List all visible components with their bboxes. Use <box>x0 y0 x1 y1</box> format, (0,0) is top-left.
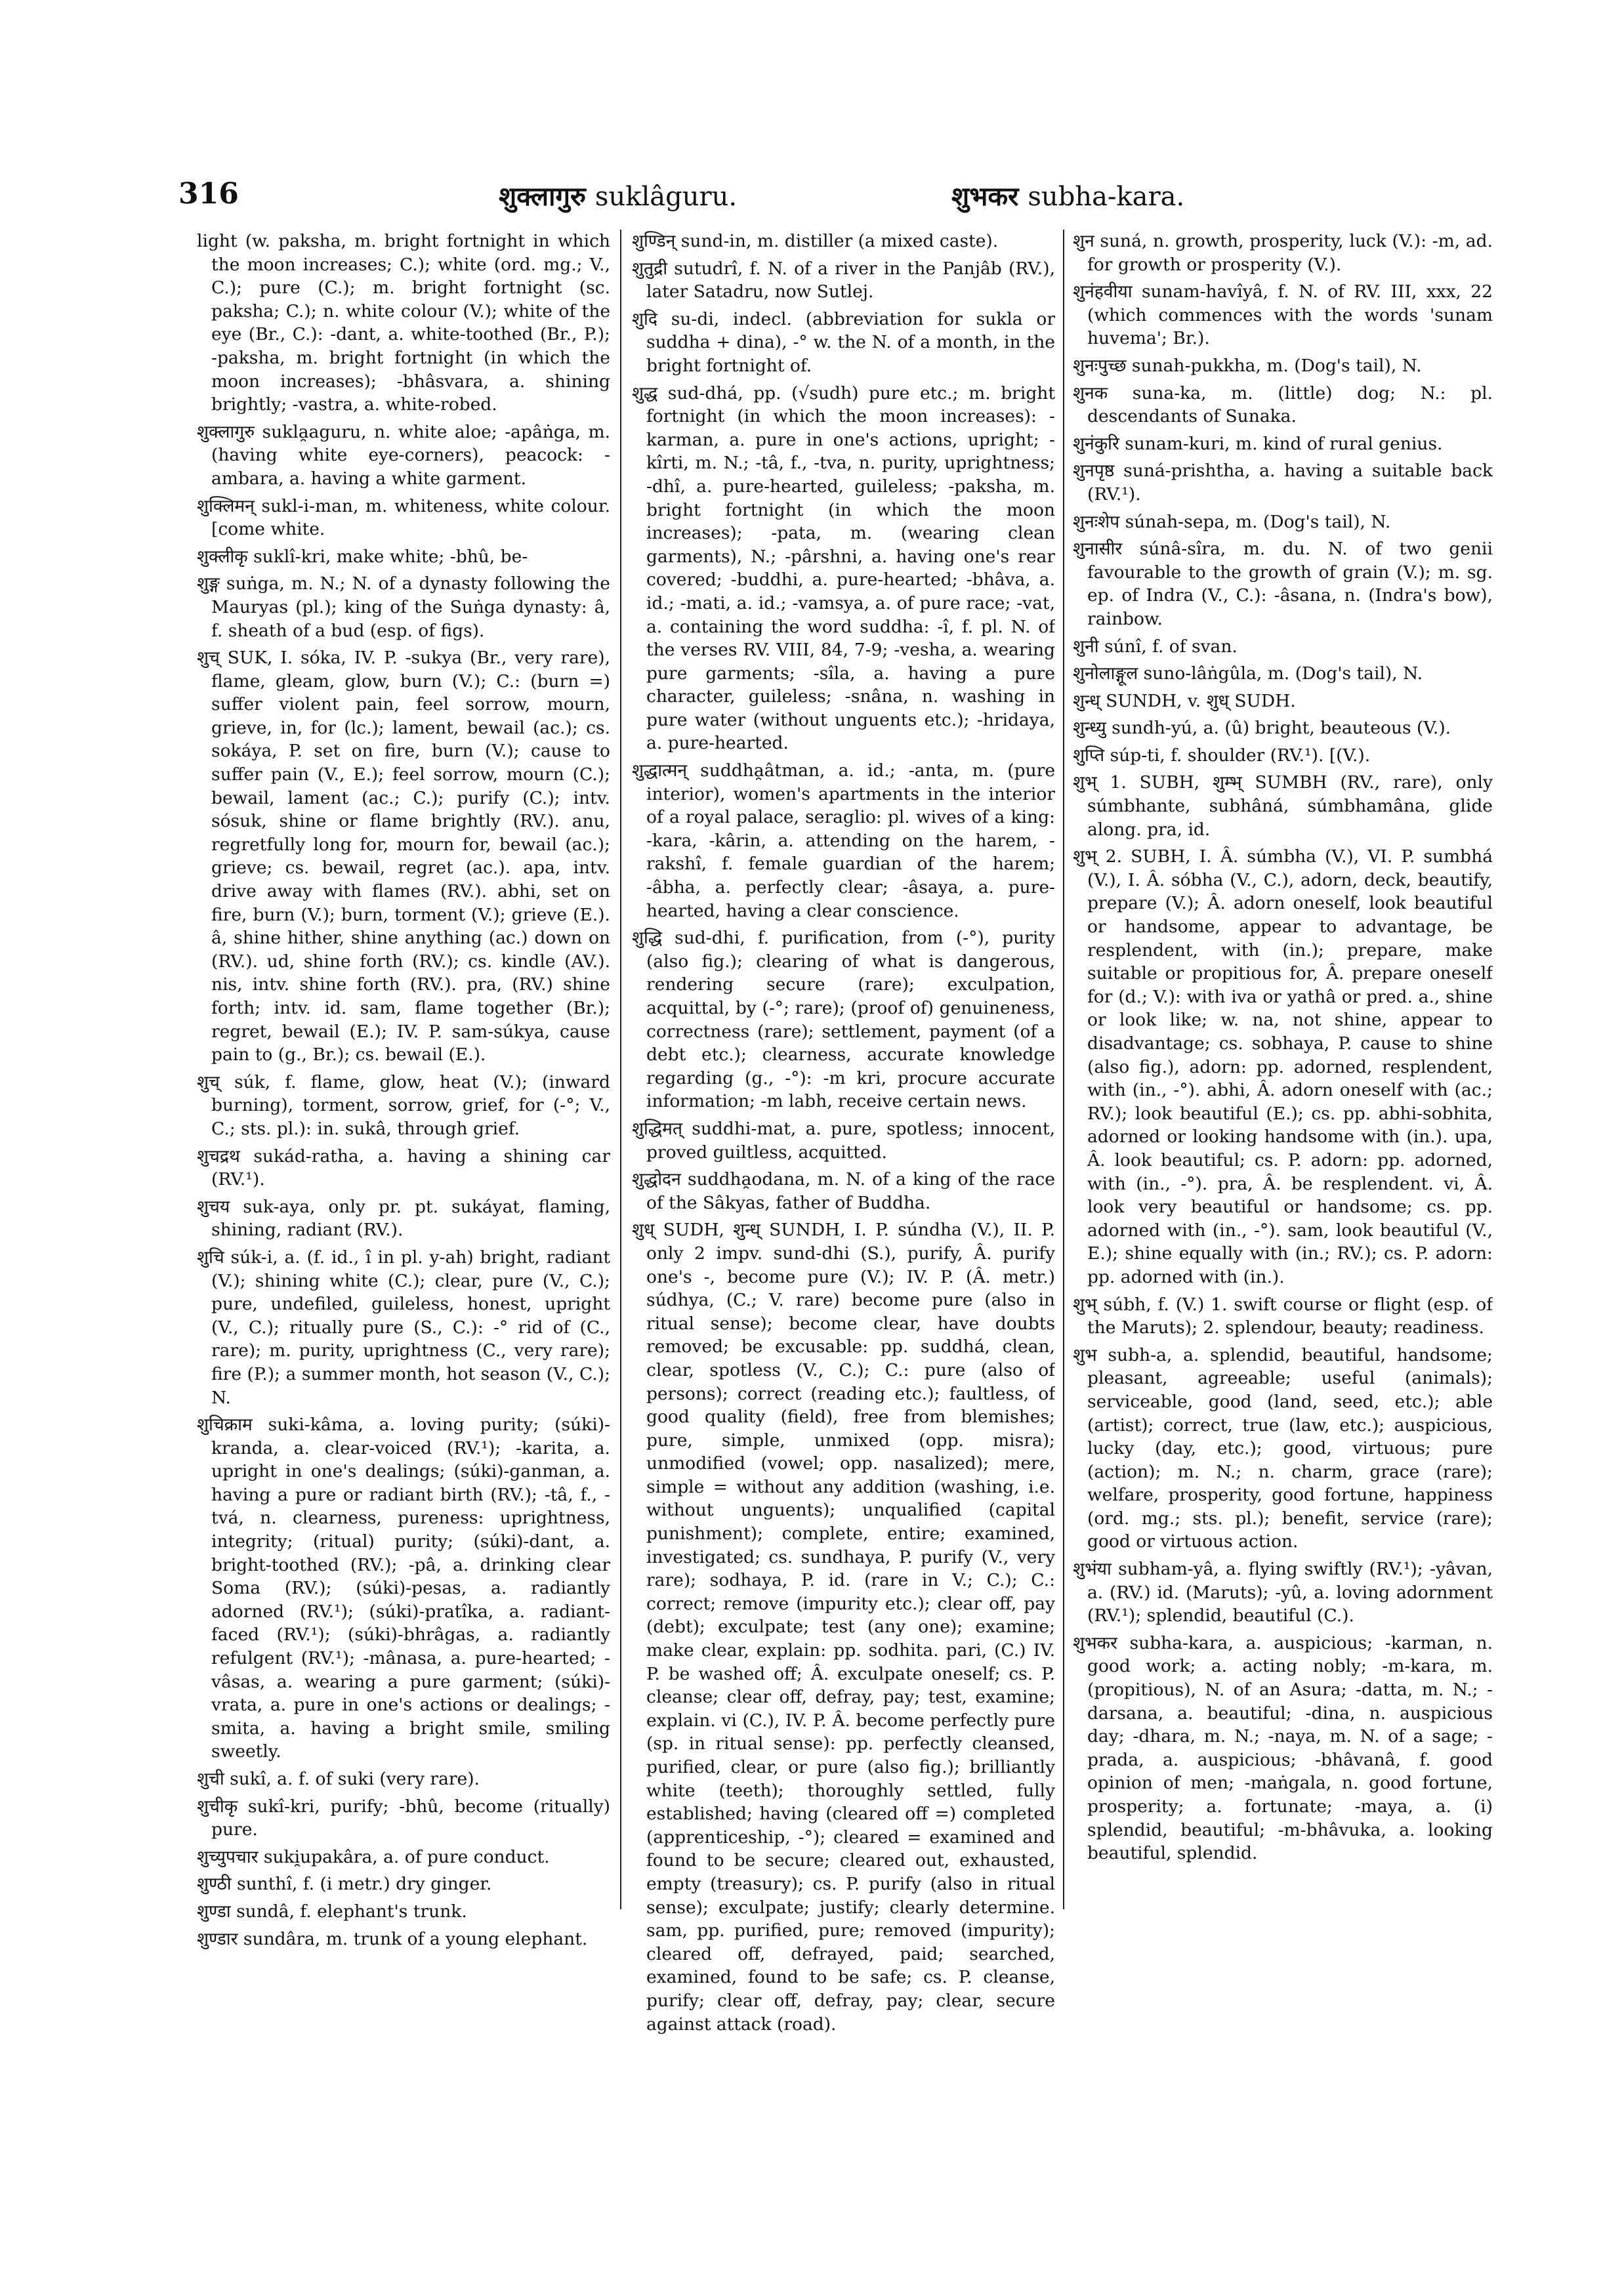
dictionary-entry: शुनी súnî, f. of svan. <box>1073 636 1238 657</box>
dictionary-entry: शुण्डा sundâ, f. elephant's trunk. <box>197 1901 467 1922</box>
dictionary-entry: शुचिक्राम suki-kâma, a. loving purity; (súki)-kranda, a. clear-voiced (RV.¹); -karita, a. upright in one's dealings; (súki)-ganman, a. having a pure or radiant birth (RV.); -tâ, f., -tvá, n. clearness, pureness: uprightness, integrity; (ritual) purity; (súki)-dant, a. bright-toothed (RV.); -pâ, a. drinking clear Soma (RV.); (súki)-pesas, a. radiantly adorned (RV.¹); (súki)-pratîka, a. radiant-faced (RV.¹); (súki)-bhrâgas, a. radiantly refulgent (RV.¹); -mânasa, a. pure-hearted; -vâsas, a. wearing a pure garment; (súki)-vrata, a. pure in one's actions or dealings; -smita, a. having a bright smile, smiling sweetly. <box>197 1415 610 1762</box>
column-divider <box>1063 230 1064 1909</box>
dictionary-entry: शुचद्रथ sukád-ratha, a. having a shining car (RV.¹). <box>197 1146 610 1190</box>
dictionary-entry: शुभंया subham-yâ, a. flying swiftly (RV.¹); -yâvan, a. (RV.) id. (Maruts); -yû, a. loving adornment (RV.¹); splendid, beautiful (C.). <box>1073 1559 1493 1626</box>
dictionary-entry: शुभ् súbh, f. (V.) 1. swift course or flight (esp. of the Maruts); 2. splendour, beauty; readiness. <box>1073 1294 1493 1338</box>
dictionary-entry: शुण्डिन् sund-in, m. distiller (a mixed caste). <box>632 231 999 251</box>
dictionary-column-2 <box>632 230 1055 2086</box>
dictionary-entry: शुनःशेप súnah-sepa, m. (Dog's tail), N. <box>1073 511 1391 532</box>
column-divider <box>620 230 621 1909</box>
left-headword <box>499 177 737 213</box>
dictionary-column-3 <box>1073 230 1493 2086</box>
page-number: 316 <box>178 177 239 211</box>
left-headword-devanagari: शुक्लागुरु <box>499 181 586 212</box>
dictionary-entry: शुनंकुरि sunam-kuri, m. kind of rural genius. <box>1073 433 1443 454</box>
dictionary-entry: शुभकर subha-kara, a. auspicious; -karman, n. good work; a. acting nobly; -m-kara, m. (propitious), N. of an Asura; -datta, m. N.; -darsana, a. beautiful; -dina, n. auspicious day; -dhara, m. N.; -naya, m. N. of a sage; -prada, a. auspicious; -bhâvanâ, f. good opinion of men; -maṅgala, n. good fortune, prosperity; a. fortunate; -maya, a. (i) splendid, beautiful; -m-bhâvuka, a. looking beautiful, splendid. <box>1073 1632 1493 1864</box>
page-header <box>0 177 1624 223</box>
dictionary-entry: शुदि su-di, indecl. (abbreviation for sukla or suddha + dina), -° w. the N. of a month, in the bright fortnight of. <box>632 308 1055 376</box>
dictionary-entry: शुनक suna-ka, m. (little) dog; N.: pl. descendants of Sunaka. <box>1073 382 1493 427</box>
dictionary-column-1 <box>197 230 610 2086</box>
right-headword-devanagari: शुभकर <box>951 181 1019 212</box>
dictionary-entry: शुचि súk-i, a. (f. id., î in pl. y-ah) bright, radiant (V.); shining white (C.); clear, pure (V., C.); pure, undefiled, guileless, honest, upright (V., C.); ritually pure (S., C.): -° rid of (C., rare); m. purity, uprightness (C., very rare); fire (P.); a summer month, hot season (V., C.); N. <box>197 1247 610 1408</box>
dictionary-entry: शुनःपुच्छ sunah-pukkha, m. (Dog's tail), N. <box>1073 355 1422 376</box>
dictionary-entry: शुन suná, n. growth, prosperity, luck (V.): -m, ad. for growth or prosperity (V.). <box>1073 231 1493 275</box>
dictionary-entry: शुचीकृ sukî-kri, purify; -bhû, become (ritually) pure. <box>197 1796 610 1840</box>
dictionary-entry: शुच्युपचार suki̯upakâra, a. of pure conduct. <box>197 1846 550 1867</box>
dictionary-entry: शुक्लागुरु sukla̯aguru, n. white aloe; -apâṅga, m. (having white eye-corners), peacock: -ambara, a. having a white garment. <box>197 421 610 489</box>
dictionary-entry: शुनंहवीया sunam-havîyâ, f. N. of RV. III, xxx, 22 (which commences with the words 'sunam huvema'; Br.). <box>1073 281 1493 349</box>
dictionary-entry: शुद्ध sud-dhá, pp. (√sudh) pure etc.; m. bright fortnight (in which the moon increases): -karman, a. pure in one's actions, upright; -kîrti, m. N.; -tâ, f., -tva, n. purity, uprightness; -dhî, a. pure-hearted, guileless; -paksha, m. bright fortnight (in which the moon increases); -pata, m. (wearing clean garments), N.; -pârshni, a. having one's rear covered; -buddhi, a. pure-hearted; -bhâva, a. id.; -mati, a. id.; -vamsya, a. of pure race; -vat, a. containing the word suddha: -î, f. pl. N. of the verses RV. VIII, 84, 7-9; -vesha, a. wearing pure garments; -sîla, a. having a pure character, guileless; -snâna, n. washing in pure water (without unguents etc.); -hridaya, a. pure-hearted. <box>632 382 1055 754</box>
dictionary-entry: शुभ् 2. SUBH, I. Â. súmbha (V.), VI. P. sumbhá (V.), I. Â. sóbha (V., C.), adorn, deck, beautify, prepare (V.); Â. adorn oneself, look beautiful or handsome, appear to advantage, be resplendent, with (in.); prepare, make suitable or propitious for, Â. prepare oneself for (d.; V.): with iva or yathâ or pred. a., shine or look like; w. na, not shine, appear to disadvantage; cs. sobhaya, P. cause to shine (also fig.), adorn: pp. adorned, resplendent, with (in., -°). abhi, Â. adorn oneself with (ac.; RV.); look beautiful (E.); cs. pp. abhi-sobhita, adorned or looking handsome with (in.). upa, Â. look beautiful; cs. P. adorn: pp. adorned, with (in., -°). pra, Â. be resplendent. vi, Â. look very beautiful or handsome; cs. pp. adorned with (in., -°). sam, look beautiful (V., E.); shine equally with (in.; RV.); cs. P. adorn: pp. adorned with (in.). <box>1073 846 1493 1287</box>
dictionary-entry: शुच् súk, f. flame, glow, heat (V.); (inward burning), torment, sorrow, grief, for (-°; V., C.; sts. pl.): in. sukâ, through grief. <box>197 1071 610 1139</box>
dictionary-entry: शुण्ठी sunthî, f. (i metr.) dry ginger. <box>197 1874 492 1895</box>
dictionary-entry: शुक्लिमन् sukl-i-man, m. whiteness, white colour. [come white. <box>197 495 610 540</box>
dictionary-entry: शुद्धात्मन् suddha̯âtman, a. id.; -anta, m. (pure interior), women's apartments in the interior of a royal palace, seraglio: pl. wives of a king: -kara, -kârin, a. attending on the harem, -rakshî, f. female guardian of the harem; -âbha, a. perfectly clear; -âsaya, a. pure-hearted, having a clear conscience. <box>632 760 1055 921</box>
dictionary-entry: शुद्धि sud-dhi, f. purification, from (-°), purity (also fig.); clearing of what is dangerous, rendering secure (rare); exculpation, acquittal, by (-°; rare); (proof of) genuineness, correctness (rare); settlement, payment (of a debt etc.); clearness, accurate knowledge regarding (g., -°): -m kri, procure accurate information; -m labh, receive certain news. <box>632 928 1055 1112</box>
dictionary-entry: शुद्धिमत् suddhi-mat, a. pure, spotless; innocent, proved guiltless, acquitted. <box>632 1118 1055 1163</box>
dictionary-entry: शुङ्ग suṅga, m. N.; N. of a dynasty following the Mauryas (pl.); king of the Suṅga dynasty: â, f. sheath of a bud (esp. of figs). <box>197 573 610 641</box>
left-headword-latin: suklâguru. <box>594 182 738 212</box>
dictionary-entry: शुचय suk-aya, only pr. pt. sukáyat, flaming, shining, radiant (RV.). <box>197 1196 610 1241</box>
dictionary-entry: शुभ subh-a, a. splendid, beautiful, handsome; pleasant, agreeable; useful (animals); serviceable, good (land, seed, etc.); able (artist); correct, true (law, etc.); auspicious, lucky (day, etc.); good, virtuous; pure (action); m. N.; n. charm, grace (rare); welfare, prosperity, good fortune, happiness (ord. mg.; sts. pl.); benefit, service (rare); good or virtuous action. <box>1073 1344 1493 1552</box>
dictionary-entry: शुप्ति súp-ti, f. shoulder (RV.¹). [(V.). <box>1073 745 1371 766</box>
dictionary-entry: शुन्ध् SUNDH, v. शुध् SUDH. <box>1073 690 1296 711</box>
dictionary-entry: शुक्लीकृ suklî-kri, make white; -bhû, be- <box>197 546 528 567</box>
dictionary-entry: शुतुद्री sutudrî, f. N. of a river in the Panjâb (RV.), later Satadru, now Sutlej. <box>632 258 1055 302</box>
dictionary-entry: light (w. paksha, m. bright fortnight in which the moon increases; C.); white (ord. mg.; V., C.); pure (C.); m. bright fortnight (sc. paksha; C.); n. white colour (V.); white of the eye (Br., C.): -dant, a. white-toothed (Br., P.); -paksha, m. bright fortnight (in which the moon increases); -bhâsvara, a. shining brightly; -vastra, a. white-robed. <box>197 231 610 415</box>
dictionary-entry: शुची sukî, a. f. of suki (very rare). <box>197 1769 480 1789</box>
right-headword <box>951 177 1184 213</box>
dictionary-entry: शुभ् 1. SUBH, शुम्भ् SUMBH (RV., rare), only súmbhante, subhâná, súmbhamâna, glide along. pra, id. <box>1073 772 1493 840</box>
dictionary-entry: शुध् SUDH, शुन्ध् SUNDH, I. P. súndha (V.), II. P. only 2 impv. sund-dhi (S.), purify, Â. purify one's -, become pure (V.); IV. P. (Â. metr.) súdhya, (C.; V. rare) become pure (also in ritual sense); become clear, have doubts removed; be excusable: pp. suddhá, clean, clear, spotless (V., C.); C.: pure (also of persons); correct (reading etc.); faultless, of good quality (field), free from blemishes; pure, simple, unmixed (opp. misra); unmodified (vowel; opp. nasalized); mere, simple = without any addition (washing, i.e. without unguents); unqualified (capital punishment); complete, entire; examined, investigated; cs. sundhaya, P. purify (V., very rare); sodhaya, P. id. (rare in V.; C.); C.: correct; remove (impurity etc.); clear off, pay (debt); exculpate; test (any one); examine; make clear, explain: pp. sodhita. pari, (C.) IV. P. be washed off; Â. exculpate oneself; cs. P. cleanse; clear off, defray, pay; test, examine; explain. vi (C.), IV. P. Â. become perfectly pure (sp. in ritual sense): pp. perfectly cleansed, purified, clear, or pure (also fig.); brilliantly white (teeth); thoroughly settled, fully established; having (cleared off =) completed (apprenticeship, -°); cleared = examined and found to be secure; cleared out, exhausted, empty (treasury); cs. P. purify (also in ritual sense); exculpate; justify; clearly determine. sam, pp. purified, pure; removed (impurity); cleared off, defrayed, paid; searched, examined, found to be safe; cs. P. cleanse, purify; clear off, defray, pay; clear, secure against attack (road). <box>632 1220 1055 2035</box>
dictionary-entry: शुण्डार sundâra, m. trunk of a young elephant. <box>197 1928 588 1949</box>
right-headword-latin: subha-kara. <box>1028 182 1185 212</box>
dictionary-entry: शुच् SUK, I. sóka, IV. P. -sukya (Br., very rare), flame, gleam, glow, burn (V.); C.: (burn =) suffer violent pain, feel sorrow, mourn, grieve, in, for (lc.); lament, bewail (ac.); cs. sokáya, P. set on fire, burn (V.); cause to suffer pain (V., E.); feel sorrow, mourn (C.); bewail, lament (ac.; C.); purify (C.); intv. sósuk, shine or flame brightly (RV.). anu, regretfully long for, mourn for, bewail (ac.); grieve; cs. bewail, regret (ac.). apa, intv. drive away with flames (RV.). abhi, set on fire, burn (V.); burn, torment (V.); grieve (E.). â, shine hither, shine anything (ac.) down on (RV.). ud, shine forth (RV.); cs. kindle (AV.). nis, intv. shine forth (RV.). pra, (RV.) shine forth; intv. id. sam, flame together (Br.); regret, bewail (E.); IV. P. sam-súkya, cause pain to (g., Br.); cs. bewail (E.). <box>197 648 610 1065</box>
dictionary-entry: शुनोलाङ्गूल suno-lâṅgûla, m. (Dog's tail), N. <box>1073 663 1423 684</box>
dictionary-entry: शुद्धोदन suddha̯odana, m. N. of a king of the race of the Sâkyas, father of Buddha. <box>632 1169 1055 1213</box>
dictionary-entry: शुनपृष्ठ suná-prishtha, a. having a suitable back (RV.¹). <box>1073 461 1493 505</box>
dictionary-entry: शुन्ध्यु sundh-yú, a. (û) bright, beauteous (V.). <box>1073 718 1451 739</box>
dictionary-entry: शुनासीर súnâ-sîra, m. du. N. of two genii favourable to the growth of grain (V.); m. sg. ep. of Indra (V., C.): -âsana, n. (Indra's bow), rainbow. <box>1073 539 1493 629</box>
